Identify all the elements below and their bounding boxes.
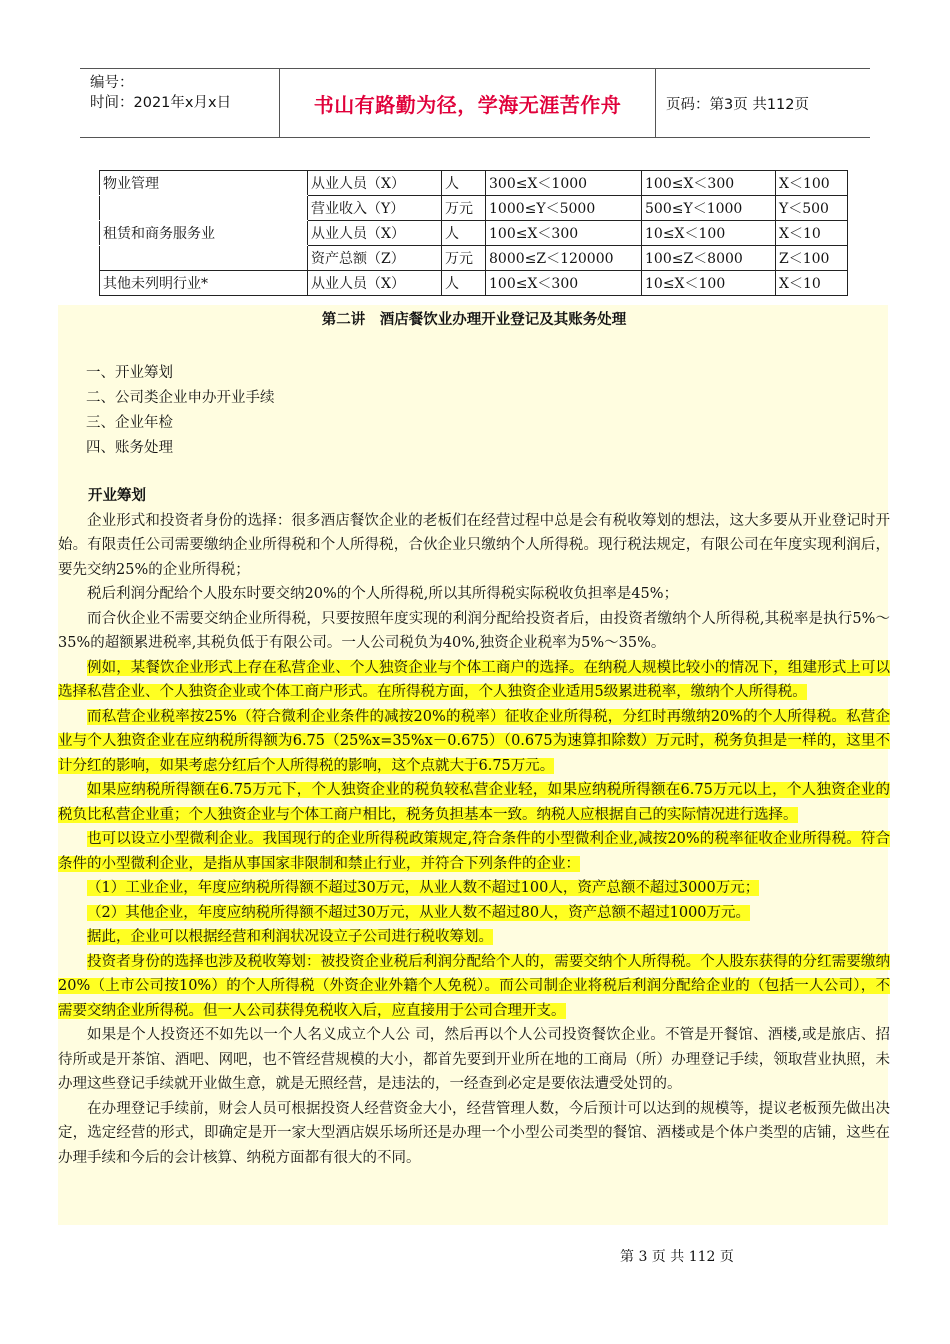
table-cell: 500≤Y＜1000: [642, 196, 776, 221]
document-number-label: 编号：: [90, 75, 134, 91]
table-cell: X＜10: [776, 271, 848, 296]
enterprise-size-table: [99, 170, 848, 296]
document-body: [58, 308, 890, 1170]
paragraph: [58, 901, 890, 926]
paragraph: [58, 509, 890, 583]
paragraph: [58, 607, 890, 656]
paragraph-text: 在办理登记手续前，财会人员可根据投资人经营资金大小，经营管理人数，今后预计可以达到的规模等，提议老板预先做出决定，选定经营的形式，即确定是开一家大型酒店娱乐场所还是办理一个小型公司类型的餐馆、酒楼或是个体户类型的店铺，这些在办理手续和今后的会计核算、纳税方面都有很大的不同。: [58, 1100, 890, 1166]
paragraph-text: 投资者身份的选择也涉及税收筹划：被投资企业税后利润分配给个人的，需要交纳个人所得税。个人股东获得的分红需要缴纳20%（上市公司按10%）的个人所得税（外资企业外籍个人免税）。而公司制企业将税后利润分配给企业的（包括一人公司），不需要交纳企业所得税。但一人公司获得免税收入后，应直接用于公司合理开支。: [58, 953, 890, 1019]
outline-item: 一、开业筹划: [86, 364, 173, 381]
table-cell: 其他未列明行业*: [100, 271, 308, 296]
paragraph: [58, 925, 890, 950]
page-footer: 第 3 页 共 112 页: [620, 1249, 734, 1265]
paragraph: [58, 876, 890, 901]
paragraph-text: 如果应纳税所得额在6.75万元下，个人独资企业的税负较私营企业轻，如果应纳税所得额在6.75万元以上，个人独资企业的税负比私营企业重；个人独资企业与个体工商户相比，税务负担基本一致。纳税人应根据自己的实际情况进行选择。: [58, 782, 890, 823]
paragraph-text: 企业形式和投资者身份的选择：很多酒店餐饮企业的老板们在经营过程中总是会有税收筹划的想法，这大多要从开业登记时开始。有限责任公司需要缴纳企业所得税和个人所得税，合伙企业只缴纳个人所得税。现行税法规定，有限公司在年度实现利润后，要先交纳25%的企业所得税；: [58, 512, 890, 578]
paragraph-text: 据此，企业可以根据经营和利润状况设立子公司进行税收筹划。: [87, 929, 493, 945]
table-row: [100, 246, 848, 271]
table-cell: [100, 196, 308, 221]
header-motto-cell: [280, 69, 656, 137]
section-heading: 开业筹划: [88, 487, 146, 504]
paragraph-text: （1）工业企业，年度应纳税所得额不超过30万元，从业人数不超过100人，资产总额不超过3000万元；: [87, 880, 760, 896]
table-cell: 物业管理: [100, 171, 308, 196]
table-cell: 万元: [442, 196, 486, 221]
table-cell: 100≤X＜300: [642, 171, 776, 196]
table-row: [100, 221, 848, 246]
lecture-title: 第二讲 酒店餐饮业办理开业登记及其账务处理: [321, 311, 627, 328]
table-cell: X＜10: [776, 221, 848, 246]
paragraph-list: [58, 509, 890, 1171]
outline-item: 二、公司类企业申办开业手续: [86, 389, 275, 406]
paragraph: [58, 656, 890, 705]
table-cell: Z＜100: [776, 246, 848, 271]
outline-item: 三、企业年检: [86, 414, 173, 431]
paragraph: [58, 1097, 890, 1171]
table-cell: Y＜500: [776, 196, 848, 221]
table-cell: 1000≤Y＜5000: [486, 196, 642, 221]
header-meta: [80, 69, 280, 137]
page-header: [80, 68, 870, 138]
outline-item: 四、账务处理: [86, 439, 173, 456]
table-cell: 从业人员（X）: [308, 171, 442, 196]
paragraph-text: 例如，某餐饮企业形式上存在私营企业、个人独资企业与个体工商户的选择。在纳税人规模比较小的情况下，组建形式上可以选择私营企业、个人独资企业或个体工商户形式。在所得税方面，个人独资企业适用5级累进税率，缴纳个人所得税。: [58, 659, 890, 700]
paragraph: [58, 705, 890, 779]
table-cell: 万元: [442, 246, 486, 271]
table-cell: 人: [442, 271, 486, 296]
table-cell: [100, 246, 308, 271]
outline-list: [58, 361, 890, 461]
paragraph: [58, 827, 890, 876]
paragraph-text: 也可以设立小型微利企业。我国现行的企业所得税政策规定,符合条件的小型微利企业,减按20%的税率征收企业所得税。符合条件的小型微利企业，是指从事国家非限制和禁止行业，并符合下列条件的企业：: [58, 831, 890, 872]
paragraph-text: 如果是个人投资还不如先以一个人名义成立个人公 司，然后再以个人公司投资餐饮企业。不管是开餐馆、酒楼,或是旅店、招待所或是开茶馆、酒吧、网吧，也不管经营规模的大小，都首先要到开业所在地的工商局（所）办理登记手续，领取营业执照，未办理这些登记手续就开业做生意，就是无照经营，是违法的，一经查到必定是要依法遭受处罚的。: [58, 1027, 890, 1092]
table-cell: 8000≤Z＜120000: [486, 246, 642, 271]
table-cell: 100≤Z＜8000: [642, 246, 776, 271]
paragraph-text: 而合伙企业不需要交纳企业所得税，只要按照年度实现的利润分配给投资者后，由投资者缴纳个人所得税,其税率是执行5%～35%的超额累进税率,其税负低于有限公司。一人公司税负为40%,独资企业税率为5%～35%。: [58, 610, 890, 651]
table-cell: 人: [442, 171, 486, 196]
paragraph: [58, 582, 890, 607]
table-cell: 资产总额（Z）: [308, 246, 442, 271]
paragraph-text: 而私营企业税率按25%（符合微利企业条件的减按20%的税率）征收企业所得税，分红时再缴纳20%的个人所得税。私营企业与个人独资企业在应纳税所得额为6.75（25%x=35%x－0.675）（0.675为速算扣除数）万元时，税务负担是一样的，这里不计分红的影响，如果考虑分红后个人所得税的影响，这个点就大于6.75万元。: [58, 708, 890, 774]
paragraph-text: （2）其他企业，年度应纳税所得额不超过30万元，从业人数不超过80人，资产总额不超过1000万元。: [87, 904, 751, 921]
table-cell: 100≤X＜300: [486, 221, 642, 246]
table-cell: 租赁和商务服务业: [100, 221, 308, 246]
table-row: [100, 171, 848, 196]
table-cell: X＜100: [776, 171, 848, 196]
table-cell: 300≤X＜1000: [486, 171, 642, 196]
header-motto: 书山有路勤为径，学海无涯苦作舟: [313, 92, 622, 117]
table-cell: 10≤X＜100: [642, 221, 776, 246]
table-cell: 营业收入（Y）: [308, 196, 442, 221]
table-cell: 从业人员（X）: [308, 271, 442, 296]
table-cell: 从业人员（X）: [308, 221, 442, 246]
table-cell: 100≤X＜300: [486, 271, 642, 296]
table-row: [100, 271, 848, 296]
document-time-label: 时间：2021年x月x日: [90, 95, 232, 111]
table-cell: 人: [442, 221, 486, 246]
paragraph-text: 税后利润分配给个人股东时要交纳20%的个人所得税,所以其所得税实际税收负担率是45%；: [87, 586, 679, 602]
table-row: [100, 196, 848, 221]
paragraph: [58, 778, 890, 827]
header-page-info: 页码：第3页 共112页: [666, 96, 810, 113]
paragraph: [58, 950, 890, 1024]
table-cell: 10≤X＜100: [642, 271, 776, 296]
paragraph: [58, 1023, 890, 1097]
